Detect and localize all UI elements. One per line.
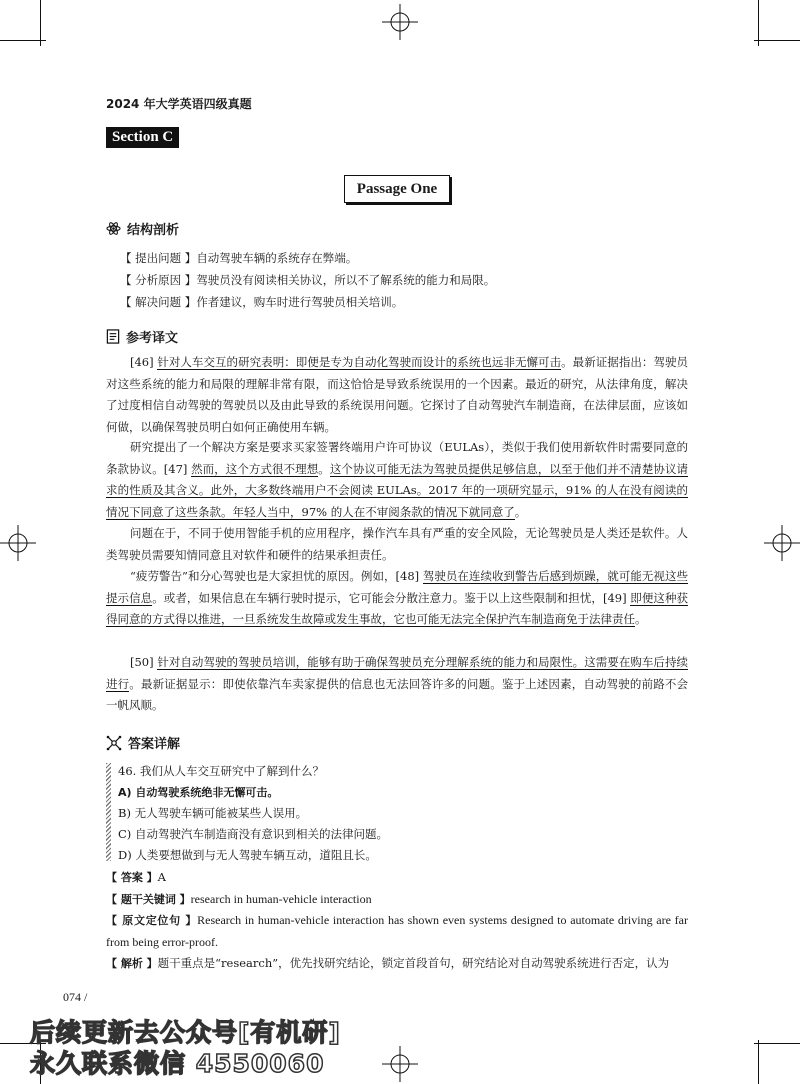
translation-paragraph-2 bbox=[106, 437, 688, 523]
item-text: 自动驾驶车辆的系统存在弊端。 bbox=[196, 251, 358, 265]
locate-value: Research in human-vehicle interaction has shown even systems designed to automate driving are far from being error-proof. bbox=[106, 913, 688, 949]
locate-line bbox=[106, 910, 688, 953]
keyword-value: research in human-vehicle interaction bbox=[190, 892, 372, 906]
paragraph-text: 。 bbox=[318, 461, 330, 476]
registration-mark-icon bbox=[382, 1046, 418, 1082]
crop-mark bbox=[0, 40, 46, 41]
question-text: 46. 我们从人车交互研究中了解到什么？ bbox=[118, 764, 324, 778]
question-ref: [48] bbox=[395, 569, 420, 583]
crop-mark bbox=[754, 1043, 800, 1044]
underlined-answer-text: 驾驶员在连续收到警告后感到烦躁，就可能无视这些提示信息 bbox=[106, 569, 688, 605]
registration-mark-icon bbox=[382, 4, 418, 40]
item-tag: 【 解决问题 】 bbox=[120, 295, 197, 309]
molecule-icon bbox=[106, 735, 122, 751]
question-stripe bbox=[106, 763, 111, 861]
page-number: 074 / bbox=[63, 990, 88, 1004]
translation-paragraph-4 bbox=[106, 566, 688, 631]
analysis-line bbox=[106, 953, 688, 975]
answers-heading bbox=[106, 733, 180, 752]
option-c: C) 自动驾驶汽车制造商没有意识到相关的法律问题。 bbox=[118, 827, 388, 841]
item-tag: 【 分析原因 】 bbox=[120, 273, 197, 287]
watermark-line-2: 永久联系微信 4550060 bbox=[30, 1049, 325, 1078]
underlined-answer-text: 即便这种获得同意的方式得以推进，一旦系统发生故障或发生事故，它也可能无法完全保护汽车制造商免于法律责任 bbox=[106, 590, 689, 626]
question-lines bbox=[118, 761, 388, 866]
paragraph-text: 。或者，如果信息在车辆行驶时提示，它可能会分散注意力。鉴于以上这些限制和担忧， bbox=[152, 590, 603, 605]
analysis-value: 题干重点是“research”，优先找研究结论，锁定首段首句，研究结论对自动驾驶系统进行否定，认为 bbox=[157, 956, 670, 970]
structure-heading-text: 结构剖析 bbox=[127, 223, 180, 238]
answer-line bbox=[106, 867, 688, 889]
translation-paragraph-3: 问题在于，不同于使用智能手机的应用程序，操作汽车具有严重的安全风险，无论驾驶员是人类还是软件。人类驾驶员需要知情同意且对软件和硬件的结果承担责任。 bbox=[106, 526, 688, 562]
passage-title: Passage One bbox=[344, 175, 450, 203]
translation-paragraph-1 bbox=[106, 352, 688, 438]
structure-list bbox=[120, 247, 495, 313]
analysis-label: 【 解析 】 bbox=[106, 957, 158, 970]
item-text: 驾驶员没有阅读相关协议，所以不了解系统的能力和局限。 bbox=[196, 273, 496, 287]
question-block bbox=[106, 761, 688, 863]
paragraph-text: 。 bbox=[635, 612, 647, 626]
translation-heading bbox=[106, 327, 178, 346]
answer-label: 【 答案 】 bbox=[106, 871, 158, 884]
crop-mark bbox=[754, 40, 800, 41]
paragraph-text: 研究提出了一个解决方案是要求买家签署终端用户许可协议（EULAs），类似于我们使用新软件时需要同意的条款协议。 bbox=[106, 440, 688, 476]
list-item bbox=[120, 291, 495, 313]
answers-heading-text: 答案详解 bbox=[128, 737, 181, 752]
translation-heading-text: 参考译文 bbox=[126, 331, 179, 346]
paragraph-text: “疲劳警告”和分心驾驶也是大家担忧的原因。例如， bbox=[130, 569, 396, 583]
question-ref: [47] bbox=[163, 461, 188, 476]
option-b: B) 无人驾驶车辆可能被某些人误用。 bbox=[118, 806, 308, 820]
item-text: 作者建议，购车时进行驾驶员相关培训。 bbox=[196, 295, 404, 309]
registration-mark-icon bbox=[0, 525, 36, 561]
structure-heading bbox=[106, 219, 179, 238]
section-label: Section C bbox=[106, 127, 179, 148]
document-icon bbox=[106, 329, 120, 344]
question-ref: [46] bbox=[130, 355, 154, 369]
crop-mark bbox=[758, 1040, 759, 1084]
locate-label: 【 原文定位句 】 bbox=[106, 914, 198, 927]
option-a: A) 自动驾驶系统绝非无懈可击。 bbox=[118, 786, 279, 799]
atom-icon bbox=[106, 221, 121, 236]
registration-mark-icon bbox=[764, 525, 800, 561]
translation-paragraph-5 bbox=[106, 652, 688, 717]
underlined-answer-text: 这个协议可能无法为驾驶员提供足够信息，以至于他们并不清楚协议请求的性质及其含义。此外，大多数终端用户不会阅读 EULAs。2017 年的一项研究显示，91% 的人在没有阅读的情况下同意了这些条款。年轻人当中，97% 的人在不审阅条款的情况下就同意了 bbox=[106, 461, 689, 519]
list-item bbox=[120, 247, 495, 269]
question-ref: [50] bbox=[130, 655, 154, 669]
paragraph-text: 。最新证据显示：即使依靠汽车卖家提供的信息也无法回答许多的问题。鉴于上述因素，自动驾驶的前路不会一帆风顺。 bbox=[106, 676, 689, 712]
option-d: D) 人类要想做到与无人驾驶车辆互动，道阻且长。 bbox=[118, 848, 377, 862]
keyword-label: 【 题干关键词 】 bbox=[106, 893, 191, 906]
paragraph-text: 。 bbox=[514, 504, 527, 519]
list-item bbox=[120, 269, 495, 291]
item-tag: 【 提出问题 】 bbox=[120, 251, 197, 265]
underlined-answer-text: 针对自动驾驶的驾驶员培训，能够有助于确保驾驶员充分理解系统的能力和局限性。这需要在购车后持续进行 bbox=[106, 655, 689, 691]
keyword-line bbox=[106, 889, 688, 911]
underlined-answer-text: 然而，这个方式很不理想 bbox=[191, 461, 319, 476]
paragraph-text: 。最新证据指出：驾驶员对这些系统的能力和局限的理解非常有限，而这恰恰是导致系统误用的一个因素。最近的研究，从法律角度，解决了过度相信自动驾驶的驾驶员以及由此导致的系统误用问题。它探讨了自动驾驶汽车制造商，在法律层面，应该如何做，以确保驾驶员明白如何正确使用车辆。 bbox=[106, 355, 689, 434]
underlined-answer-text: 针对人车交互的研究表明：即便是专为自动化驾驶而设计的系统也远非无懈可击 bbox=[157, 355, 562, 369]
watermark-line-1: 后续更新去公众号[有机研] bbox=[30, 1018, 341, 1047]
answer-value: A bbox=[157, 870, 166, 884]
question-ref: [49] bbox=[602, 590, 627, 605]
book-header-title: 2024 年大学英语四级真题 bbox=[106, 97, 252, 111]
